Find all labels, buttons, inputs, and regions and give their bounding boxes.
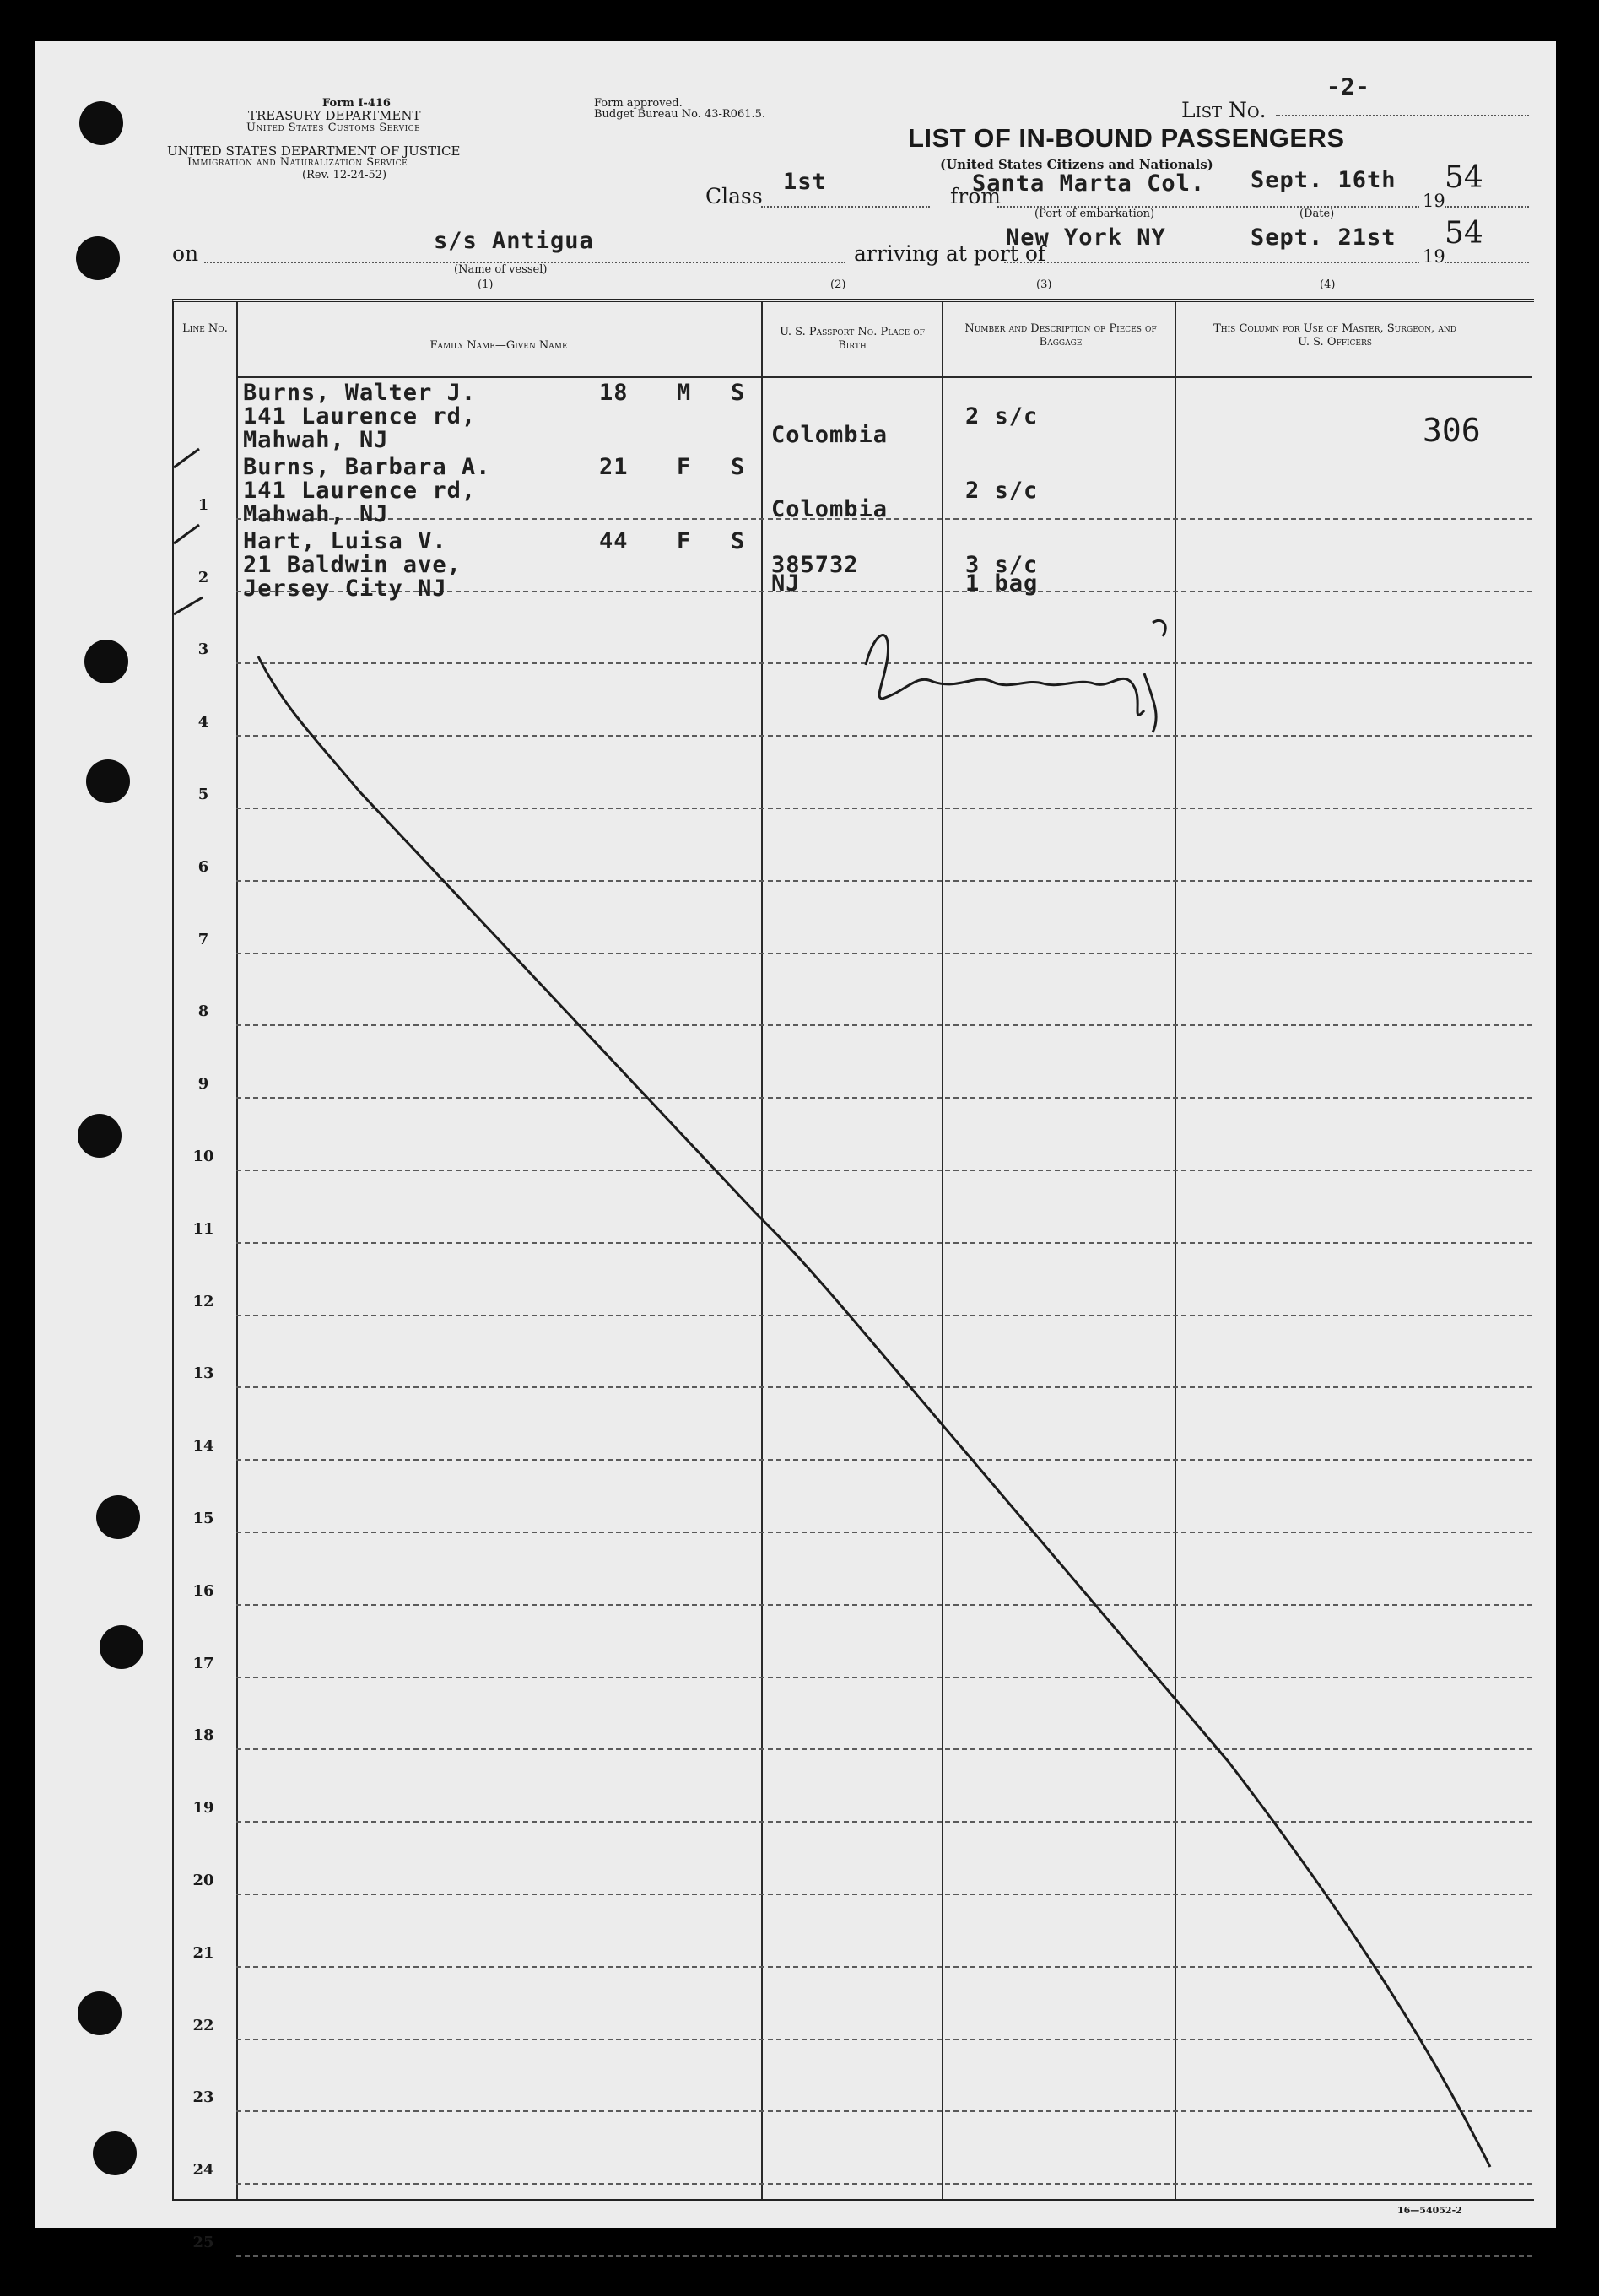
row-rule (236, 1242, 1532, 1244)
punch-hole (76, 236, 120, 280)
row-rule (236, 1966, 1532, 1968)
row-rule (236, 2110, 1532, 2112)
embark-date-value: Sept. 16th (1251, 167, 1396, 193)
embark-port-value: Santa Marta Col. (972, 170, 1206, 197)
arrival-port-value: New York NY (1006, 224, 1166, 251)
line-number: 12 (192, 1292, 214, 1310)
punch-hole (93, 2131, 137, 2175)
row-rule (236, 1604, 1532, 1606)
form-title: LIST OF IN-BOUND PASSENGERS (908, 123, 1345, 153)
passenger-sex: F (677, 528, 692, 554)
punch-hole (96, 1495, 140, 1539)
line-number: 4 (197, 713, 209, 732)
justice-dept: UNITED STATES DEPARTMENT OF JUSTICE (167, 143, 461, 159)
baggage-desc: 2 s/c (965, 478, 1039, 504)
passenger-status: S (731, 380, 746, 406)
passenger-name: Hart, Luisa V. (243, 528, 447, 554)
line-number: 23 (192, 2088, 214, 2107)
baggage-desc: 3 s/c (965, 552, 1039, 578)
passenger-age: 44 (599, 528, 629, 554)
punch-hole (84, 640, 128, 683)
birthplace: NJ (771, 570, 801, 597)
row-rule (236, 2255, 1532, 2257)
row-rule (236, 2183, 1532, 2185)
budget-bureau: Budget Bureau No. 43-R061.5. (594, 108, 766, 121)
birthplace: Colombia (771, 496, 889, 522)
class-label: Class (705, 184, 763, 208)
line-number: 16 (192, 1581, 214, 1600)
row-rule (236, 1459, 1532, 1461)
line-number: 13 (192, 1364, 214, 1383)
passenger-address: 141 Laurence rd, (243, 403, 477, 429)
list-no-label: List No. (1181, 98, 1267, 122)
row-rule (236, 1532, 1532, 1533)
line-number: 3 (197, 640, 209, 659)
punch-hole (78, 1991, 122, 2035)
passenger-age: 18 (599, 380, 629, 406)
passenger-address: 141 Laurence rd, (243, 478, 477, 504)
line-number: 7 (197, 930, 209, 948)
passenger-city: Mahwah, NJ (243, 427, 389, 453)
line-number: 21 (192, 1943, 214, 1962)
col-ref-1: (1) (478, 278, 494, 291)
form-subtitle: (United States Citizens and Nationals) (940, 157, 1213, 172)
on-label: on (172, 241, 199, 266)
header-passport: U. S. Passport No. Place of Birth (780, 326, 925, 352)
row-rule (236, 2039, 1532, 2040)
year-prefix: 19 (1423, 191, 1445, 211)
row-rule (236, 953, 1532, 954)
arriving-label: arriving at port of (854, 241, 1046, 266)
revision: (Rev. 12-24-52) (302, 169, 387, 181)
passenger-age: 21 (599, 454, 629, 480)
line-number: 11 (192, 1219, 214, 1238)
officer-note: 306 (1423, 412, 1481, 449)
row-rule (236, 1894, 1532, 1895)
passenger-name: Burns, Barbara A. (243, 454, 491, 480)
line-number: 8 (197, 1002, 209, 1021)
form-sheet (35, 41, 1556, 2251)
passenger-address: 21 Baldwin ave, (243, 552, 462, 578)
line-number: 18 (192, 1726, 214, 1745)
passenger-sex: M (677, 380, 692, 406)
line-number: 25 (192, 2234, 214, 2251)
birthplace: Colombia (771, 422, 889, 448)
row-rule (236, 1170, 1532, 1171)
form-approved: Form approved. (594, 97, 683, 110)
line-number: 2 (197, 568, 209, 586)
baggage-desc: 2 s/c (965, 403, 1039, 429)
line-number: 15 (192, 1510, 214, 1527)
from-label: from (950, 184, 1001, 208)
header-baggage: Number and Description of Pieces of Baggage (964, 322, 1157, 348)
passenger-name: Burns, Walter J. (243, 380, 477, 406)
line-number: 22 (192, 2016, 214, 2034)
line-number: 5 (197, 786, 209, 803)
date-caption: (Date) (1299, 208, 1335, 220)
inspector-signature (866, 620, 1165, 732)
ins-service: Immigration and Naturalization Service (187, 156, 408, 169)
baggage-desc-2: 1 bag (965, 570, 1039, 597)
col-ref-4: (4) (1320, 278, 1336, 291)
row-rule (236, 1097, 1532, 1099)
row-rule (236, 808, 1532, 809)
arrival-year-value: 54 (1445, 216, 1483, 251)
row-rule (236, 735, 1532, 737)
row-rule (236, 880, 1532, 882)
row-rule (236, 1315, 1532, 1316)
header-line-no: Line No. (182, 322, 228, 335)
form-number: Form I-416 (322, 97, 391, 110)
line-number: 9 (197, 1075, 209, 1094)
row-rule (236, 662, 1532, 664)
class-value: 1st (783, 169, 827, 195)
passport-number: 385732 (771, 552, 859, 578)
punch-hole (100, 1625, 143, 1669)
header-officers: This Column for Use of Master, Surgeon, and U. S. Officers (1213, 322, 1456, 348)
line-number: 17 (192, 1654, 214, 1672)
punch-hole (78, 1114, 122, 1158)
punch-hole (86, 759, 130, 803)
line-number: 1 (197, 495, 209, 514)
line-number: 20 (192, 1872, 214, 1889)
arrival-date-value: Sept. 21st (1251, 224, 1396, 251)
customs-service: United States Customs Service (246, 122, 421, 134)
treasury-dept: TREASURY DEPARTMENT (248, 108, 421, 123)
row-rule (236, 1821, 1532, 1823)
line-number: 19 (192, 1799, 214, 1818)
embark-year-value: 54 (1445, 160, 1483, 195)
vessel-name: s/s Antigua (434, 228, 594, 254)
col-ref-3: (3) (1036, 278, 1052, 291)
passenger-city: Mahwah, NJ (243, 501, 389, 527)
list-no-value: -2- (1326, 74, 1370, 100)
line-number: 10 (192, 1148, 214, 1165)
punch-hole (79, 101, 123, 145)
port-embarkation-caption: (Port of embarkation) (1034, 208, 1155, 220)
line-number: 24 (192, 2161, 214, 2180)
year-prefix-2: 19 (1423, 246, 1445, 267)
passenger-status: S (731, 528, 746, 554)
header-name: Family Name—Given Name (429, 339, 568, 352)
row-rule (236, 1677, 1532, 1678)
row-rule (236, 1386, 1532, 1388)
row-rule (236, 1748, 1532, 1750)
passenger-city: Jersey City NJ (243, 575, 447, 602)
footer-code: 16—54052-2 (1397, 2205, 1462, 2216)
line-number: 6 (197, 857, 209, 876)
passenger-sex: F (677, 454, 692, 480)
col-ref-2: (2) (830, 278, 846, 291)
vessel-caption: (Name of vessel) (454, 263, 548, 276)
line-number: 14 (192, 1437, 214, 1456)
passenger-status: S (731, 454, 746, 480)
row-rule (236, 1024, 1532, 1026)
